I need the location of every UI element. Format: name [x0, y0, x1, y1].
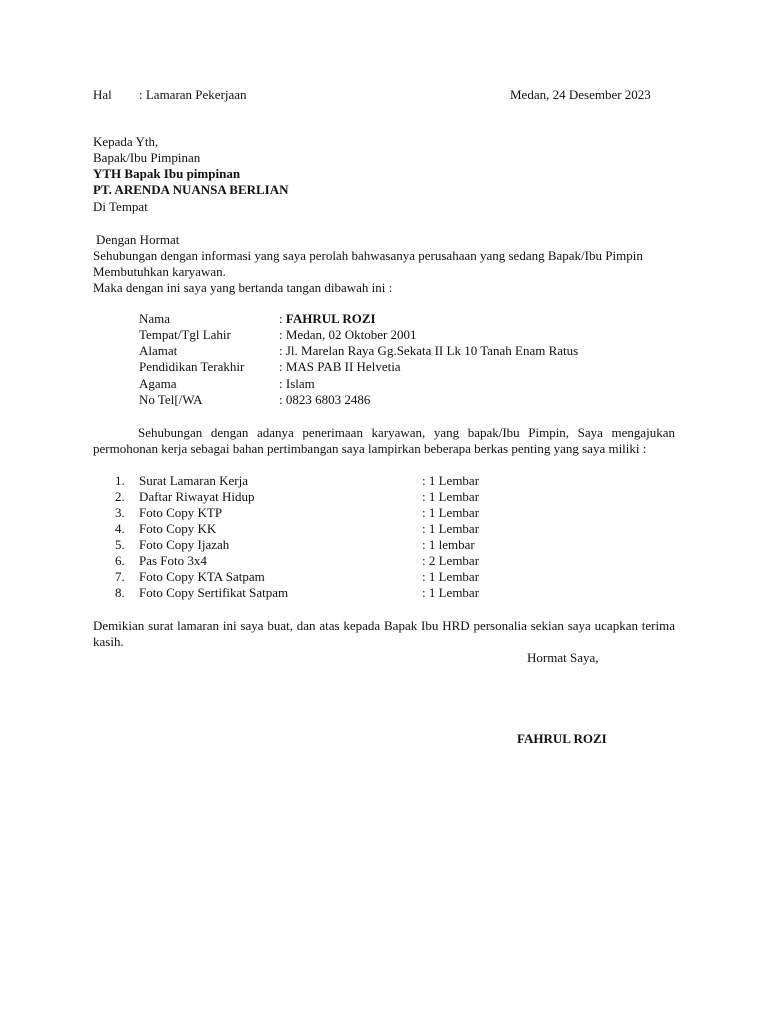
body-paragraph: Sehubungan dengan adanya penerimaan karyawan, yang bapak/Ibu Pimpin, Saya mengajukan permohonan kerja sebagai bahan pertimbangan saya lampirkan beberapa berkas penting yang saya miliki :	[93, 425, 675, 456]
recipient-line: Bapak/Ibu Pimpinan	[93, 150, 201, 165]
identity-value: : 0823 6803 2486	[279, 392, 371, 407]
identity-value: : FAHRUL ROZI	[279, 311, 376, 326]
applicant-name: FAHRUL ROZI	[285, 311, 376, 326]
identity-label: Nama	[139, 311, 171, 326]
opening-text: Sehubungan dengan informasi yang saya perolah bahwasanya perusahaan yang sedang Bapak/Ibu Pimpin	[93, 248, 643, 263]
identity-label: Pendidikan Terakhir	[139, 359, 245, 374]
identity-value: : Medan, 02 Oktober 2001	[279, 327, 417, 342]
subject-value: : Lamaran Pekerjaan	[139, 87, 247, 102]
recipient-line: Kepada Yth,	[93, 134, 159, 149]
opening-text: Maka dengan ini saya yang bertanda tangan dibawah ini :	[93, 280, 393, 295]
signature-name: FAHRUL ROZI	[517, 731, 607, 746]
opening-text: Membutuhkan karyawan.	[93, 264, 226, 279]
identity-label: Agama	[139, 376, 177, 391]
letter-page: Hal : Lamaran Pekerjaan Medan, 24 Desember 2023 Kepada Yth, Bapak/Ibu Pimpinan YTH Bapak Ibu pimpinan PT. ARENDA NUANSA BERLIAN Di Tempat Dengan Hormat Sehubungan dengan informasi yang saya perolah bahwasanya perusahaan yang sedang Bapak/Ibu Pimpin Membutuhkan karyawan. Maka dengan ini saya yang bertanda tangan dibawah ini : Nama : FAHRUL ROZI Tempat/Tgl Lahir : Medan, 02 Oktober 2001 Alamat : Jl. Marelan Raya Gg.Sekata II Lk 10 Tanah Enam Ratus Pendidikan Terakhir : MAS PAB II Helvetia Agama : Islam No Tel[/WA : 0823 6803 2486 Sehubungan dengan adanya penerimaan karyawan, yang bapak/Ibu Pimpin, Saya mengajukan permohonan kerja sebagai bahan pertimbangan saya lampirkan beberapa berkas penting yang saya miliki : 1. Surat Lamaran Kerja : 1 Lembar 2. Daftar Riwayat Hidup : 1 Lembar 3. Foto Copy KTP : 1 Lembar 4. Foto Copy KK : 1 Lembar 5. Foto Copy Ijazah : 1 lembar 6. Pas Foto 3x4 : 2 Lembar 7. Foto Copy KTA Satpam : 1 Lembar 8. Foto Copy Sertifikat Satpam : 1 Lembar Demikian surat lamaran ini saya buat, dan atas kepada Bapak Ibu HRD personalia sekian saya ucapkan terima kasih. Hormat Saya, FAHRUL ROZI	[93, 87, 675, 746]
identity-label: No Tel[/WA	[139, 392, 203, 407]
place-date: Medan, 24 Desember 2023	[510, 87, 651, 102]
greeting: Dengan Hormat	[96, 232, 180, 247]
recipient-line: YTH Bapak Ibu pimpinan	[93, 166, 241, 181]
identity-label: Tempat/Tgl Lahir	[139, 327, 231, 342]
identity-label: Alamat	[139, 343, 178, 358]
recipient-line: Di Tempat	[93, 199, 148, 214]
identity-value: : Islam	[279, 376, 315, 391]
closing-paragraph: Demikian surat lamaran ini saya buat, dan atas kepada Bapak Ibu HRD personalia sekian saya ucapkan terima kasih.	[93, 618, 675, 649]
company-name: PT. ARENDA NUANSA BERLIAN	[93, 182, 289, 197]
subject-label: Hal	[93, 87, 112, 102]
regards: Hormat Saya,	[527, 650, 599, 665]
identity-value: : MAS PAB II Helvetia	[279, 359, 401, 374]
identity-value: : Jl. Marelan Raya Gg.Sekata II Lk 10 Tanah Enam Ratus	[279, 343, 579, 358]
